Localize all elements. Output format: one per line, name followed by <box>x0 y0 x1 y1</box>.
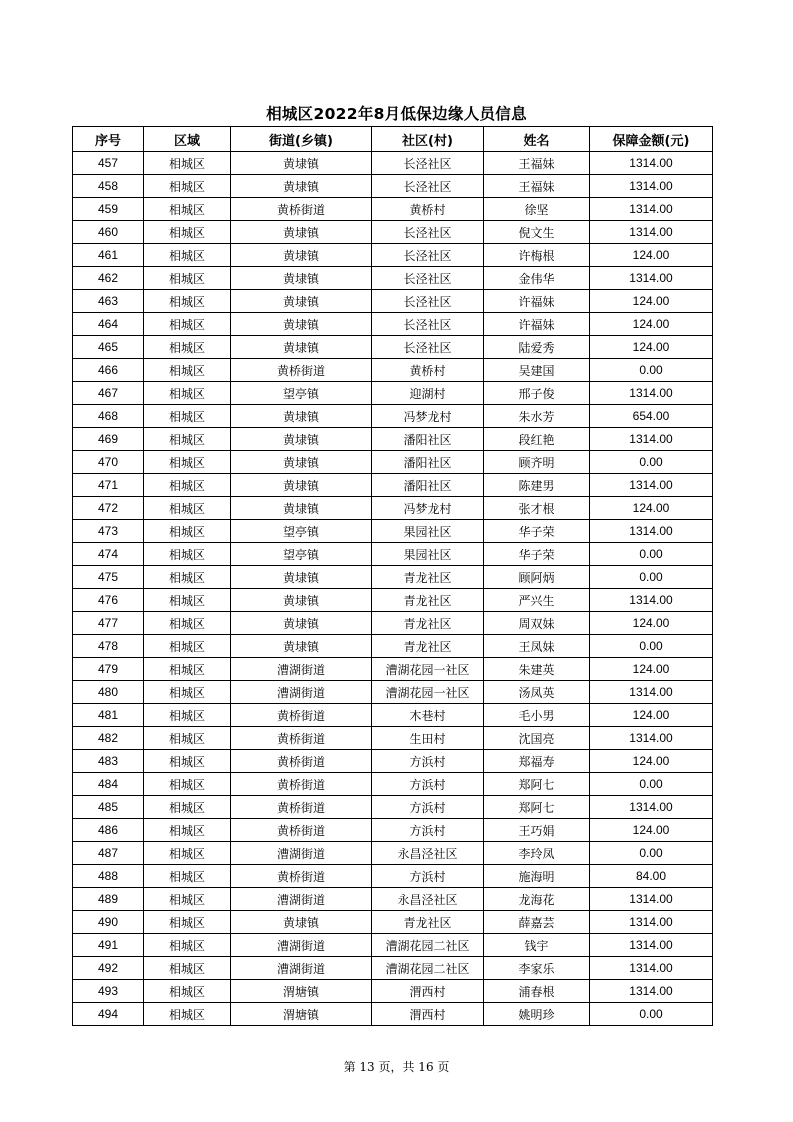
cell-community: 漕湖花园二社区 <box>372 934 484 957</box>
cell-name: 郑阿七 <box>484 773 590 796</box>
cell-amount: 1314.00 <box>590 382 713 405</box>
column-header-index: 序号 <box>73 127 144 152</box>
cell-amount: 1314.00 <box>590 681 713 704</box>
cell-street: 黄埭镇 <box>231 313 372 336</box>
table-row <box>73 520 713 543</box>
cell-district: 相城区 <box>144 1003 231 1026</box>
cell-amount: 0.00 <box>590 451 713 474</box>
cell-district: 相城区 <box>144 520 231 543</box>
table-row <box>73 796 713 819</box>
cell-street: 黄埭镇 <box>231 405 372 428</box>
cell-district: 相城区 <box>144 198 231 221</box>
roster-table <box>72 126 713 1026</box>
cell-amount: 1314.00 <box>590 428 713 451</box>
cell-amount: 0.00 <box>590 543 713 566</box>
cell-index: 472 <box>73 497 144 520</box>
cell-index: 457 <box>73 152 144 175</box>
cell-name: 郑阿七 <box>484 796 590 819</box>
cell-community: 方浜村 <box>372 865 484 888</box>
cell-community: 方浜村 <box>372 750 484 773</box>
cell-index: 458 <box>73 175 144 198</box>
cell-amount: 1314.00 <box>590 198 713 221</box>
cell-name: 王福妹 <box>484 175 590 198</box>
cell-amount: 1314.00 <box>590 980 713 1003</box>
cell-community: 长泾社区 <box>372 221 484 244</box>
cell-community: 方浜村 <box>372 796 484 819</box>
cell-district: 相城区 <box>144 773 231 796</box>
cell-amount: 1314.00 <box>590 520 713 543</box>
cell-name: 朱建英 <box>484 658 590 681</box>
cell-street: 漕湖街道 <box>231 681 372 704</box>
cell-community: 漕湖花园一社区 <box>372 658 484 681</box>
column-header-amount: 保障金额(元) <box>590 127 713 152</box>
cell-name: 金伟华 <box>484 267 590 290</box>
cell-community: 永昌泾社区 <box>372 842 484 865</box>
cell-district: 相城区 <box>144 382 231 405</box>
cell-community: 青龙社区 <box>372 589 484 612</box>
cell-community: 渭西村 <box>372 1003 484 1026</box>
table-row <box>73 727 713 750</box>
table-row <box>73 244 713 267</box>
cell-index: 480 <box>73 681 144 704</box>
table-row <box>73 819 713 842</box>
cell-community: 黄桥村 <box>372 359 484 382</box>
table-row <box>73 290 713 313</box>
cell-street: 黄埭镇 <box>231 428 372 451</box>
table-row <box>73 589 713 612</box>
cell-name: 毛小男 <box>484 704 590 727</box>
cell-street: 黄桥街道 <box>231 865 372 888</box>
cell-community: 方浜村 <box>372 773 484 796</box>
table-row <box>73 267 713 290</box>
cell-street: 漕湖街道 <box>231 842 372 865</box>
cell-index: 464 <box>73 313 144 336</box>
cell-community: 长泾社区 <box>372 290 484 313</box>
cell-street: 黄埭镇 <box>231 497 372 520</box>
cell-community: 黄桥村 <box>372 198 484 221</box>
cell-index: 486 <box>73 819 144 842</box>
cell-street: 黄埭镇 <box>231 290 372 313</box>
page-number-footer: 第 13 页，共 16 页 <box>343 1060 450 1074</box>
cell-district: 相城区 <box>144 359 231 382</box>
cell-amount: 124.00 <box>590 750 713 773</box>
cell-street: 黄埭镇 <box>231 244 372 267</box>
cell-index: 476 <box>73 589 144 612</box>
cell-district: 相城区 <box>144 612 231 635</box>
cell-index: 463 <box>73 290 144 313</box>
cell-amount: 0.00 <box>590 1003 713 1026</box>
cell-community: 生田村 <box>372 727 484 750</box>
cell-district: 相城区 <box>144 543 231 566</box>
cell-community: 潘阳社区 <box>372 428 484 451</box>
cell-amount: 1314.00 <box>590 957 713 980</box>
cell-index: 474 <box>73 543 144 566</box>
cell-name: 周双妹 <box>484 612 590 635</box>
cell-district: 相城区 <box>144 865 231 888</box>
cell-amount: 1314.00 <box>590 267 713 290</box>
table-row <box>73 221 713 244</box>
cell-community: 渭西村 <box>372 980 484 1003</box>
cell-street: 漕湖街道 <box>231 934 372 957</box>
cell-index: 466 <box>73 359 144 382</box>
cell-street: 望亭镇 <box>231 520 372 543</box>
cell-district: 相城区 <box>144 175 231 198</box>
table-row <box>73 497 713 520</box>
cell-amount: 124.00 <box>590 819 713 842</box>
cell-index: 490 <box>73 911 144 934</box>
cell-district: 相城区 <box>144 428 231 451</box>
cell-district: 相城区 <box>144 451 231 474</box>
cell-amount: 124.00 <box>590 313 713 336</box>
cell-district: 相城区 <box>144 957 231 980</box>
cell-index: 467 <box>73 382 144 405</box>
cell-name: 陆爱秀 <box>484 336 590 359</box>
table-row <box>73 198 713 221</box>
cell-name: 朱水芳 <box>484 405 590 428</box>
column-header-district: 区域 <box>144 127 231 152</box>
table-row <box>73 773 713 796</box>
cell-street: 黄埭镇 <box>231 221 372 244</box>
cell-street: 黄桥街道 <box>231 359 372 382</box>
cell-street: 黄桥街道 <box>231 796 372 819</box>
cell-amount: 0.00 <box>590 842 713 865</box>
cell-name: 张才根 <box>484 497 590 520</box>
cell-street: 黄桥街道 <box>231 727 372 750</box>
cell-index: 484 <box>73 773 144 796</box>
cell-district: 相城区 <box>144 911 231 934</box>
cell-name: 李玲凤 <box>484 842 590 865</box>
cell-amount: 1314.00 <box>590 888 713 911</box>
cell-name: 陈建男 <box>484 474 590 497</box>
cell-street: 黄埭镇 <box>231 612 372 635</box>
cell-district: 相城区 <box>144 934 231 957</box>
cell-index: 469 <box>73 428 144 451</box>
cell-district: 相城区 <box>144 681 231 704</box>
cell-community: 潘阳社区 <box>372 451 484 474</box>
cell-district: 相城区 <box>144 152 231 175</box>
cell-district: 相城区 <box>144 704 231 727</box>
cell-district: 相城区 <box>144 888 231 911</box>
cell-community: 迎湖村 <box>372 382 484 405</box>
cell-street: 渭塘镇 <box>231 980 372 1003</box>
cell-index: 470 <box>73 451 144 474</box>
cell-street: 黄埭镇 <box>231 566 372 589</box>
cell-district: 相城区 <box>144 221 231 244</box>
table-row <box>73 842 713 865</box>
cell-street: 黄埭镇 <box>231 589 372 612</box>
cell-index: 492 <box>73 957 144 980</box>
cell-district: 相城区 <box>144 980 231 1003</box>
cell-district: 相城区 <box>144 750 231 773</box>
table-row <box>73 382 713 405</box>
cell-district: 相城区 <box>144 290 231 313</box>
cell-district: 相城区 <box>144 589 231 612</box>
cell-community: 冯梦龙村 <box>372 497 484 520</box>
cell-name: 王凤妹 <box>484 635 590 658</box>
cell-name: 王巧娟 <box>484 819 590 842</box>
table-row <box>73 359 713 382</box>
cell-name: 吴建国 <box>484 359 590 382</box>
cell-district: 相城区 <box>144 796 231 819</box>
cell-index: 487 <box>73 842 144 865</box>
cell-street: 黄桥街道 <box>231 750 372 773</box>
table-row <box>73 658 713 681</box>
cell-street: 黄埭镇 <box>231 451 372 474</box>
cell-index: 471 <box>73 474 144 497</box>
table-row <box>73 175 713 198</box>
cell-community: 长泾社区 <box>372 175 484 198</box>
cell-street: 漕湖街道 <box>231 658 372 681</box>
cell-name: 沈国亮 <box>484 727 590 750</box>
cell-street: 黄埭镇 <box>231 474 372 497</box>
cell-district: 相城区 <box>144 842 231 865</box>
cell-index: 483 <box>73 750 144 773</box>
cell-index: 459 <box>73 198 144 221</box>
table-row <box>73 313 713 336</box>
cell-name: 邢子俊 <box>484 382 590 405</box>
cell-district: 相城区 <box>144 336 231 359</box>
cell-name: 华子荣 <box>484 543 590 566</box>
cell-name: 王福妹 <box>484 152 590 175</box>
table-row <box>73 566 713 589</box>
table-row <box>73 750 713 773</box>
cell-name: 顾齐明 <box>484 451 590 474</box>
cell-amount: 0.00 <box>590 635 713 658</box>
cell-community: 青龙社区 <box>372 612 484 635</box>
cell-name: 顾阿炳 <box>484 566 590 589</box>
cell-district: 相城区 <box>144 727 231 750</box>
cell-index: 462 <box>73 267 144 290</box>
table-row <box>73 704 713 727</box>
cell-community: 潘阳社区 <box>372 474 484 497</box>
cell-amount: 124.00 <box>590 497 713 520</box>
cell-name: 许福妹 <box>484 313 590 336</box>
cell-amount: 1314.00 <box>590 796 713 819</box>
cell-name: 华子荣 <box>484 520 590 543</box>
cell-name: 郑福寿 <box>484 750 590 773</box>
table-row <box>73 957 713 980</box>
table-row <box>73 681 713 704</box>
cell-name: 薛嘉芸 <box>484 911 590 934</box>
cell-street: 漕湖街道 <box>231 957 372 980</box>
cell-amount: 124.00 <box>590 290 713 313</box>
cell-name: 许福妹 <box>484 290 590 313</box>
cell-index: 488 <box>73 865 144 888</box>
cell-street: 黄埭镇 <box>231 175 372 198</box>
cell-community: 长泾社区 <box>372 152 484 175</box>
cell-street: 渭塘镇 <box>231 1003 372 1026</box>
table-row <box>73 451 713 474</box>
table-row <box>73 888 713 911</box>
cell-index: 473 <box>73 520 144 543</box>
table-row <box>73 635 713 658</box>
cell-community: 长泾社区 <box>372 244 484 267</box>
cell-name: 钱宇 <box>484 934 590 957</box>
cell-index: 481 <box>73 704 144 727</box>
cell-name: 浦春根 <box>484 980 590 1003</box>
cell-name: 徐坚 <box>484 198 590 221</box>
cell-name: 倪文生 <box>484 221 590 244</box>
column-header-street: 街道(乡镇) <box>231 127 372 152</box>
table-row <box>73 911 713 934</box>
cell-community: 漕湖花园一社区 <box>372 681 484 704</box>
cell-index: 493 <box>73 980 144 1003</box>
cell-amount: 124.00 <box>590 244 713 267</box>
cell-amount: 124.00 <box>590 612 713 635</box>
cell-amount: 1314.00 <box>590 934 713 957</box>
cell-community: 长泾社区 <box>372 267 484 290</box>
cell-street: 黄埭镇 <box>231 635 372 658</box>
cell-community: 果园社区 <box>372 543 484 566</box>
cell-community: 漕湖花园二社区 <box>372 957 484 980</box>
cell-index: 489 <box>73 888 144 911</box>
cell-street: 望亭镇 <box>231 382 372 405</box>
cell-street: 黄埭镇 <box>231 336 372 359</box>
cell-amount: 0.00 <box>590 773 713 796</box>
cell-community: 永昌泾社区 <box>372 888 484 911</box>
cell-amount: 124.00 <box>590 704 713 727</box>
cell-community: 冯梦龙村 <box>372 405 484 428</box>
cell-name: 汤凤英 <box>484 681 590 704</box>
cell-index: 485 <box>73 796 144 819</box>
cell-community: 青龙社区 <box>372 566 484 589</box>
table-row <box>73 152 713 175</box>
cell-index: 482 <box>73 727 144 750</box>
cell-district: 相城区 <box>144 405 231 428</box>
cell-name: 施海明 <box>484 865 590 888</box>
table-row <box>73 1003 713 1026</box>
cell-district: 相城区 <box>144 566 231 589</box>
cell-index: 491 <box>73 934 144 957</box>
cell-amount: 1314.00 <box>590 589 713 612</box>
cell-district: 相城区 <box>144 658 231 681</box>
cell-index: 475 <box>73 566 144 589</box>
cell-street: 黄桥街道 <box>231 773 372 796</box>
cell-amount: 124.00 <box>590 336 713 359</box>
table-row <box>73 543 713 566</box>
cell-index: 465 <box>73 336 144 359</box>
cell-amount: 1314.00 <box>590 911 713 934</box>
cell-amount: 0.00 <box>590 566 713 589</box>
cell-district: 相城区 <box>144 267 231 290</box>
cell-name: 姚明珍 <box>484 1003 590 1026</box>
cell-amount: 84.00 <box>590 865 713 888</box>
cell-district: 相城区 <box>144 474 231 497</box>
table-header-row <box>73 127 713 152</box>
cell-district: 相城区 <box>144 819 231 842</box>
cell-community: 方浜村 <box>372 819 484 842</box>
cell-street: 黄桥街道 <box>231 819 372 842</box>
cell-amount: 1314.00 <box>590 474 713 497</box>
cell-amount: 1314.00 <box>590 221 713 244</box>
table-row <box>73 612 713 635</box>
cell-amount: 654.00 <box>590 405 713 428</box>
cell-index: 477 <box>73 612 144 635</box>
cell-community: 木巷村 <box>372 704 484 727</box>
table-row <box>73 980 713 1003</box>
cell-amount: 1314.00 <box>590 727 713 750</box>
cell-district: 相城区 <box>144 497 231 520</box>
cell-community: 青龙社区 <box>372 635 484 658</box>
cell-name: 李家乐 <box>484 957 590 980</box>
cell-district: 相城区 <box>144 244 231 267</box>
cell-district: 相城区 <box>144 635 231 658</box>
table-row <box>73 934 713 957</box>
cell-community: 果园社区 <box>372 520 484 543</box>
cell-street: 黄埭镇 <box>231 267 372 290</box>
cell-street: 黄埭镇 <box>231 911 372 934</box>
cell-name: 严兴生 <box>484 589 590 612</box>
cell-index: 468 <box>73 405 144 428</box>
table-row <box>73 405 713 428</box>
cell-index: 479 <box>73 658 144 681</box>
column-header-community: 社区(村) <box>372 127 484 152</box>
cell-index: 478 <box>73 635 144 658</box>
cell-community: 青龙社区 <box>372 911 484 934</box>
column-header-name: 姓名 <box>484 127 590 152</box>
cell-district: 相城区 <box>144 313 231 336</box>
cell-amount: 0.00 <box>590 359 713 382</box>
cell-street: 黄埭镇 <box>231 152 372 175</box>
table-row <box>73 428 713 451</box>
cell-name: 许梅根 <box>484 244 590 267</box>
cell-amount: 1314.00 <box>590 152 713 175</box>
cell-community: 长泾社区 <box>372 336 484 359</box>
cell-name: 段红艳 <box>484 428 590 451</box>
cell-index: 460 <box>73 221 144 244</box>
table-row <box>73 865 713 888</box>
cell-street: 漕湖街道 <box>231 888 372 911</box>
cell-index: 461 <box>73 244 144 267</box>
cell-name: 龙海花 <box>484 888 590 911</box>
table-row <box>73 336 713 359</box>
table-body <box>73 152 713 1026</box>
cell-community: 长泾社区 <box>372 313 484 336</box>
cell-amount: 1314.00 <box>590 175 713 198</box>
cell-street: 黄桥街道 <box>231 198 372 221</box>
document-title: 相城区2022年8月低保边缘人员信息 <box>266 105 527 123</box>
cell-street: 黄桥街道 <box>231 704 372 727</box>
cell-amount: 124.00 <box>590 658 713 681</box>
table-row <box>73 474 713 497</box>
cell-index: 494 <box>73 1003 144 1026</box>
cell-street: 望亭镇 <box>231 543 372 566</box>
